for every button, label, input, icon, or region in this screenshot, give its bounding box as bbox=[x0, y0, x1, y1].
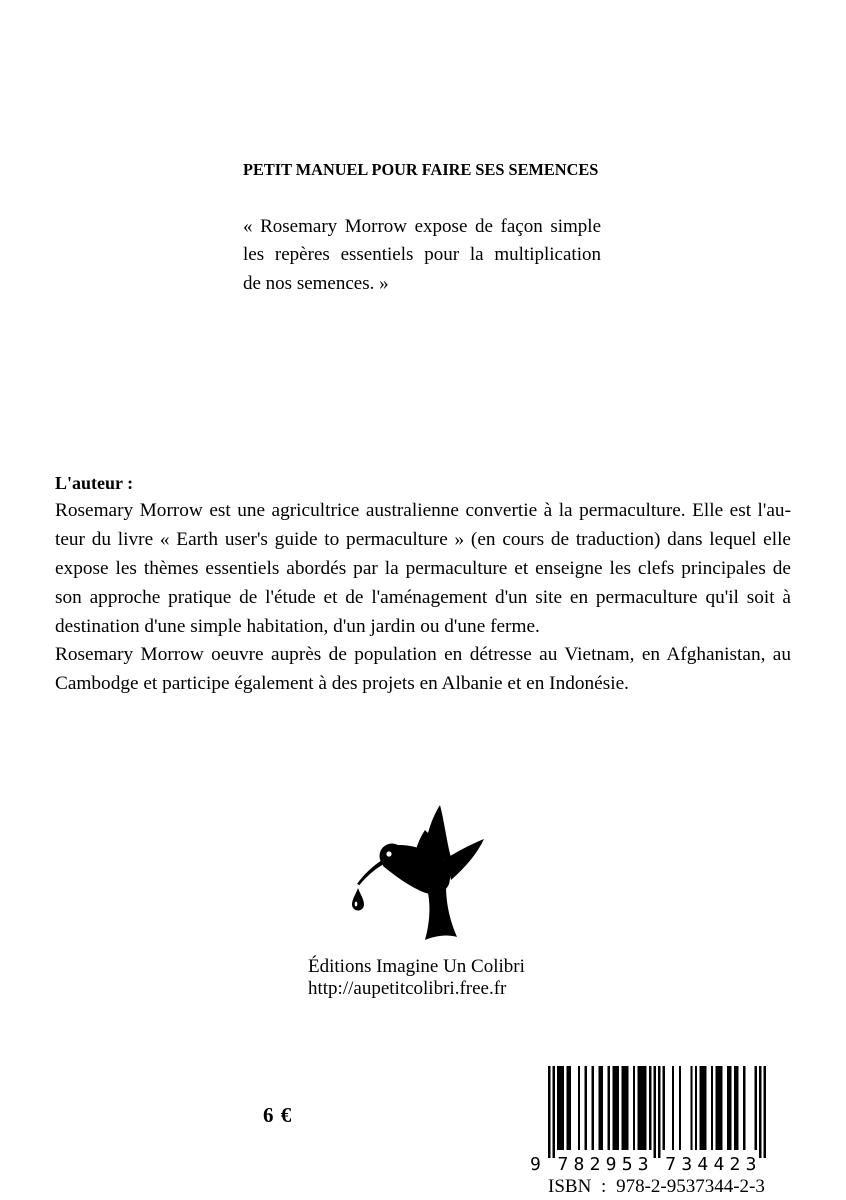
barcode-first-digit: 9 bbox=[530, 1154, 547, 1175]
barcode-bar bbox=[598, 1066, 603, 1150]
barcode-bar bbox=[695, 1066, 697, 1150]
hummingbird-head bbox=[380, 844, 405, 869]
author-bio-line: destination d'une simple habitation, d'un jardin ou d'une ferme. bbox=[55, 615, 540, 637]
barcode-bar bbox=[679, 1066, 681, 1150]
barcode-bar bbox=[621, 1066, 628, 1150]
barcode-bar bbox=[690, 1066, 692, 1150]
author-heading: L'auteur : bbox=[55, 472, 134, 493]
hummingbird-icon bbox=[345, 800, 490, 945]
barcode-bar bbox=[608, 1066, 610, 1150]
barcode-bar bbox=[612, 1066, 619, 1150]
author-bio-line: Rosemary Morrow est une agricultrice australienne convertie à la permaculture. Elle est l'au- bbox=[55, 500, 791, 522]
barcode-bar bbox=[727, 1066, 732, 1150]
barcode-guard-bar bbox=[548, 1066, 550, 1158]
barcode-bars bbox=[548, 1066, 766, 1161]
barcode-bar bbox=[755, 1066, 757, 1150]
barcode-bar bbox=[743, 1066, 745, 1150]
quote-line: « Rosemary Morrow expose de façon simple bbox=[243, 215, 601, 237]
barcode-guard-bar bbox=[654, 1066, 656, 1158]
barcode-left-digits: 782953 bbox=[557, 1154, 654, 1175]
blurb-quote bbox=[243, 213, 601, 299]
barcode-bar bbox=[637, 1066, 646, 1150]
author-section bbox=[55, 469, 791, 699]
barcode-bar bbox=[734, 1066, 739, 1150]
price: 6 € bbox=[263, 1103, 292, 1127]
barcode-bar bbox=[672, 1066, 674, 1150]
barcode-bar bbox=[557, 1066, 564, 1150]
barcode-bar bbox=[592, 1066, 594, 1150]
author-bio-line: son approche pratique de l'étude et de l'aménagement d'un site en permaculture qu'il soit à bbox=[55, 586, 791, 608]
barcode-bar bbox=[711, 1066, 713, 1150]
publisher-name: Éditions Imagine Un Colibri bbox=[308, 955, 525, 977]
drop-highlight bbox=[355, 902, 358, 907]
hummingbird-eye bbox=[386, 851, 391, 856]
publisher-url: http://aupetitcolibri.free.fr bbox=[308, 978, 507, 1000]
quote-line: de nos semences. » bbox=[243, 272, 389, 294]
barcode-guard-bar bbox=[553, 1066, 555, 1158]
author-bio-line: Rosemary Morrow oeuvre auprès de population en détresse au Vietnam, en Afghanistan, au bbox=[55, 644, 791, 666]
author-bio-line: expose les thèmes essentiels abordés par la permaculture et enseigne les clefs principales de bbox=[55, 557, 791, 579]
barcode-bar bbox=[699, 1066, 706, 1150]
author-bio-line: teur du livre « Earth user's guide to permaculture » (en cours de traduction) dans lequel elle bbox=[55, 529, 791, 551]
water-drop bbox=[352, 888, 364, 911]
barcode-guard-bar bbox=[759, 1066, 761, 1158]
barcode-bar bbox=[716, 1066, 723, 1150]
book-title: PETIT MANUEL POUR FAIRE SES SEMENCES bbox=[243, 160, 599, 179]
publisher-block bbox=[308, 956, 525, 1001]
isbn-label: ISBN : 978-2-9537344-2-3 bbox=[548, 1176, 765, 1197]
hummingbird-tail bbox=[425, 886, 457, 940]
hummingbird-beak bbox=[357, 860, 384, 885]
quote-line: les repères essentiels pour la multiplication bbox=[243, 244, 601, 266]
barcode-bar bbox=[566, 1066, 571, 1150]
barcode-bar bbox=[663, 1066, 665, 1150]
barcode-guard-bar bbox=[658, 1066, 660, 1158]
author-bio-line: Cambodge et participe également à des projets en Albanie et en Indonésie. bbox=[55, 673, 629, 695]
barcode-bar bbox=[585, 1066, 587, 1150]
barcode-bar bbox=[633, 1066, 635, 1150]
barcode-right-digits: 734423 bbox=[665, 1154, 762, 1175]
barcode-guard-bar bbox=[764, 1066, 766, 1158]
barcode-bar bbox=[578, 1066, 580, 1150]
barcode-bar bbox=[649, 1066, 651, 1150]
